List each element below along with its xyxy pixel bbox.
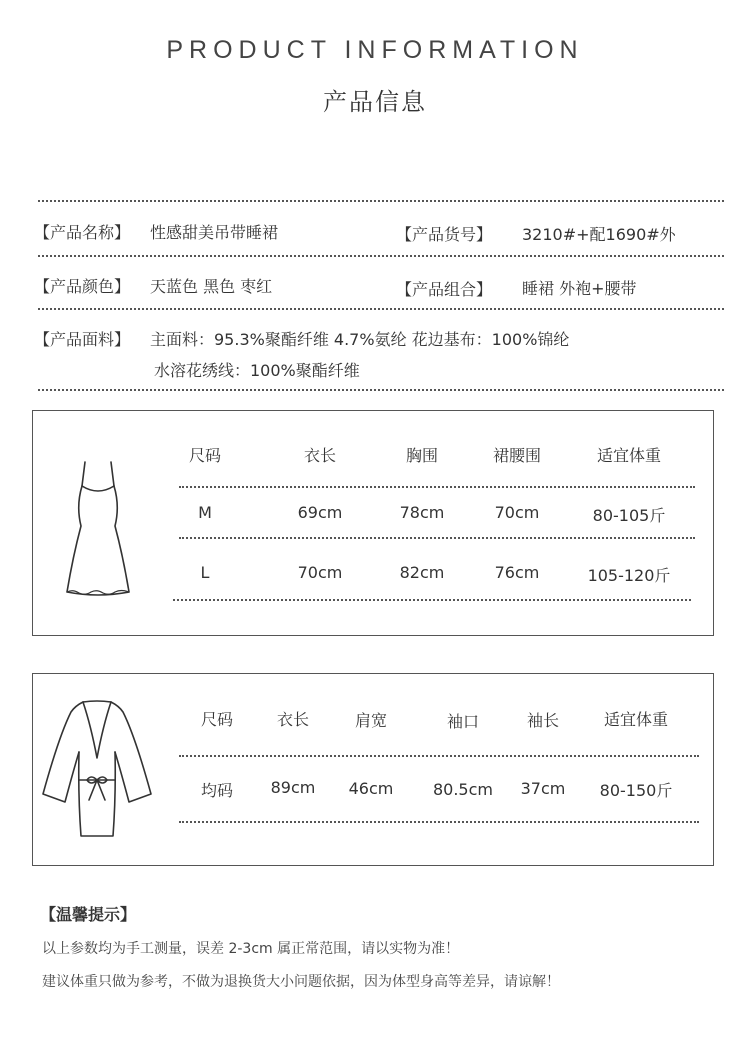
divider	[38, 200, 724, 202]
product-fabric-line2: 水溶花绣线：100%聚酯纤维	[154, 361, 360, 380]
robe-header-weight: 适宜体重	[603, 710, 668, 729]
dress-header-waist: 裙腰围	[492, 446, 541, 465]
robe-row-weight: 80-150斤	[599, 781, 673, 800]
robe-row-length: 89cm	[270, 778, 316, 797]
divider	[38, 389, 724, 391]
dress-header-size: 尺码	[188, 446, 221, 465]
robe-header-length: 衣长	[276, 710, 309, 729]
dress-row-m-length: 69cm	[297, 503, 343, 522]
tips-title: 【温馨提示】	[40, 905, 137, 924]
product-color-value: 天蓝色 黑色 枣红	[150, 277, 273, 296]
tips-line-1: 以上参数均为手工测量，误差 2-3cm 属正常范围，请以实物为准！	[42, 941, 460, 957]
dress-row-l-bust: 82cm	[399, 563, 445, 582]
product-color-label: 【产品颜色】	[34, 277, 131, 296]
robe-header-cuff: 袖口	[446, 712, 479, 731]
dress-row-m-size: M	[198, 503, 212, 522]
title-chinese: 产品信息	[323, 88, 427, 116]
dress-row-l-length: 70cm	[297, 563, 343, 582]
product-fabric-label: 【产品面料】	[34, 330, 131, 349]
dress-header-bust: 胸围	[405, 446, 438, 465]
robe-icon	[41, 696, 153, 840]
robe-row-sleeve: 37cm	[520, 779, 566, 798]
product-combo-value: 睡裙 外袍+腰带	[522, 279, 637, 298]
divider	[179, 821, 699, 823]
product-name-label: 【产品名称】	[34, 223, 131, 242]
tips-line-2: 建议体重只做为参考，不做为退换货大小问题依据，因为体型身高等差异，请谅解！	[42, 974, 560, 990]
robe-header-size: 尺码	[200, 710, 233, 729]
dress-header-length: 衣长	[303, 446, 336, 465]
slip-dress-icon	[61, 456, 133, 598]
divider	[179, 486, 695, 488]
robe-header-shoulder: 肩宽	[354, 711, 387, 730]
dress-row-l-waist: 76cm	[494, 563, 540, 582]
product-sku-label: 【产品货号】	[396, 225, 493, 244]
dress-row-l-weight: 105-120斤	[587, 566, 671, 585]
robe-size-box	[32, 673, 714, 866]
dress-row-m-bust: 78cm	[399, 503, 445, 522]
robe-header-sleeve: 袖长	[526, 711, 559, 730]
divider	[38, 255, 724, 257]
divider	[173, 599, 691, 601]
title-english: PRODUCT INFORMATION	[166, 36, 584, 64]
divider	[38, 308, 724, 310]
dress-header-weight: 适宜体重	[596, 446, 661, 465]
robe-row-cuff: 80.5cm	[432, 780, 493, 799]
product-name-value: 性感甜美吊带睡裙	[150, 223, 279, 242]
dress-row-m-weight: 80-105斤	[592, 506, 666, 525]
product-combo-label: 【产品组合】	[396, 280, 493, 299]
product-fabric-line1: 主面料：95.3%聚酯纤维 4.7%氨纶 花边基布：100%锦纶	[150, 330, 570, 349]
robe-row-shoulder: 46cm	[348, 779, 394, 798]
divider	[179, 537, 695, 539]
dress-row-m-waist: 70cm	[494, 503, 540, 522]
robe-row-size: 均码	[200, 781, 233, 800]
dress-size-box	[32, 410, 714, 636]
dress-row-l-size: L	[200, 563, 210, 582]
divider	[179, 755, 699, 757]
product-sku-value: 3210#+配1690#外	[522, 225, 676, 244]
